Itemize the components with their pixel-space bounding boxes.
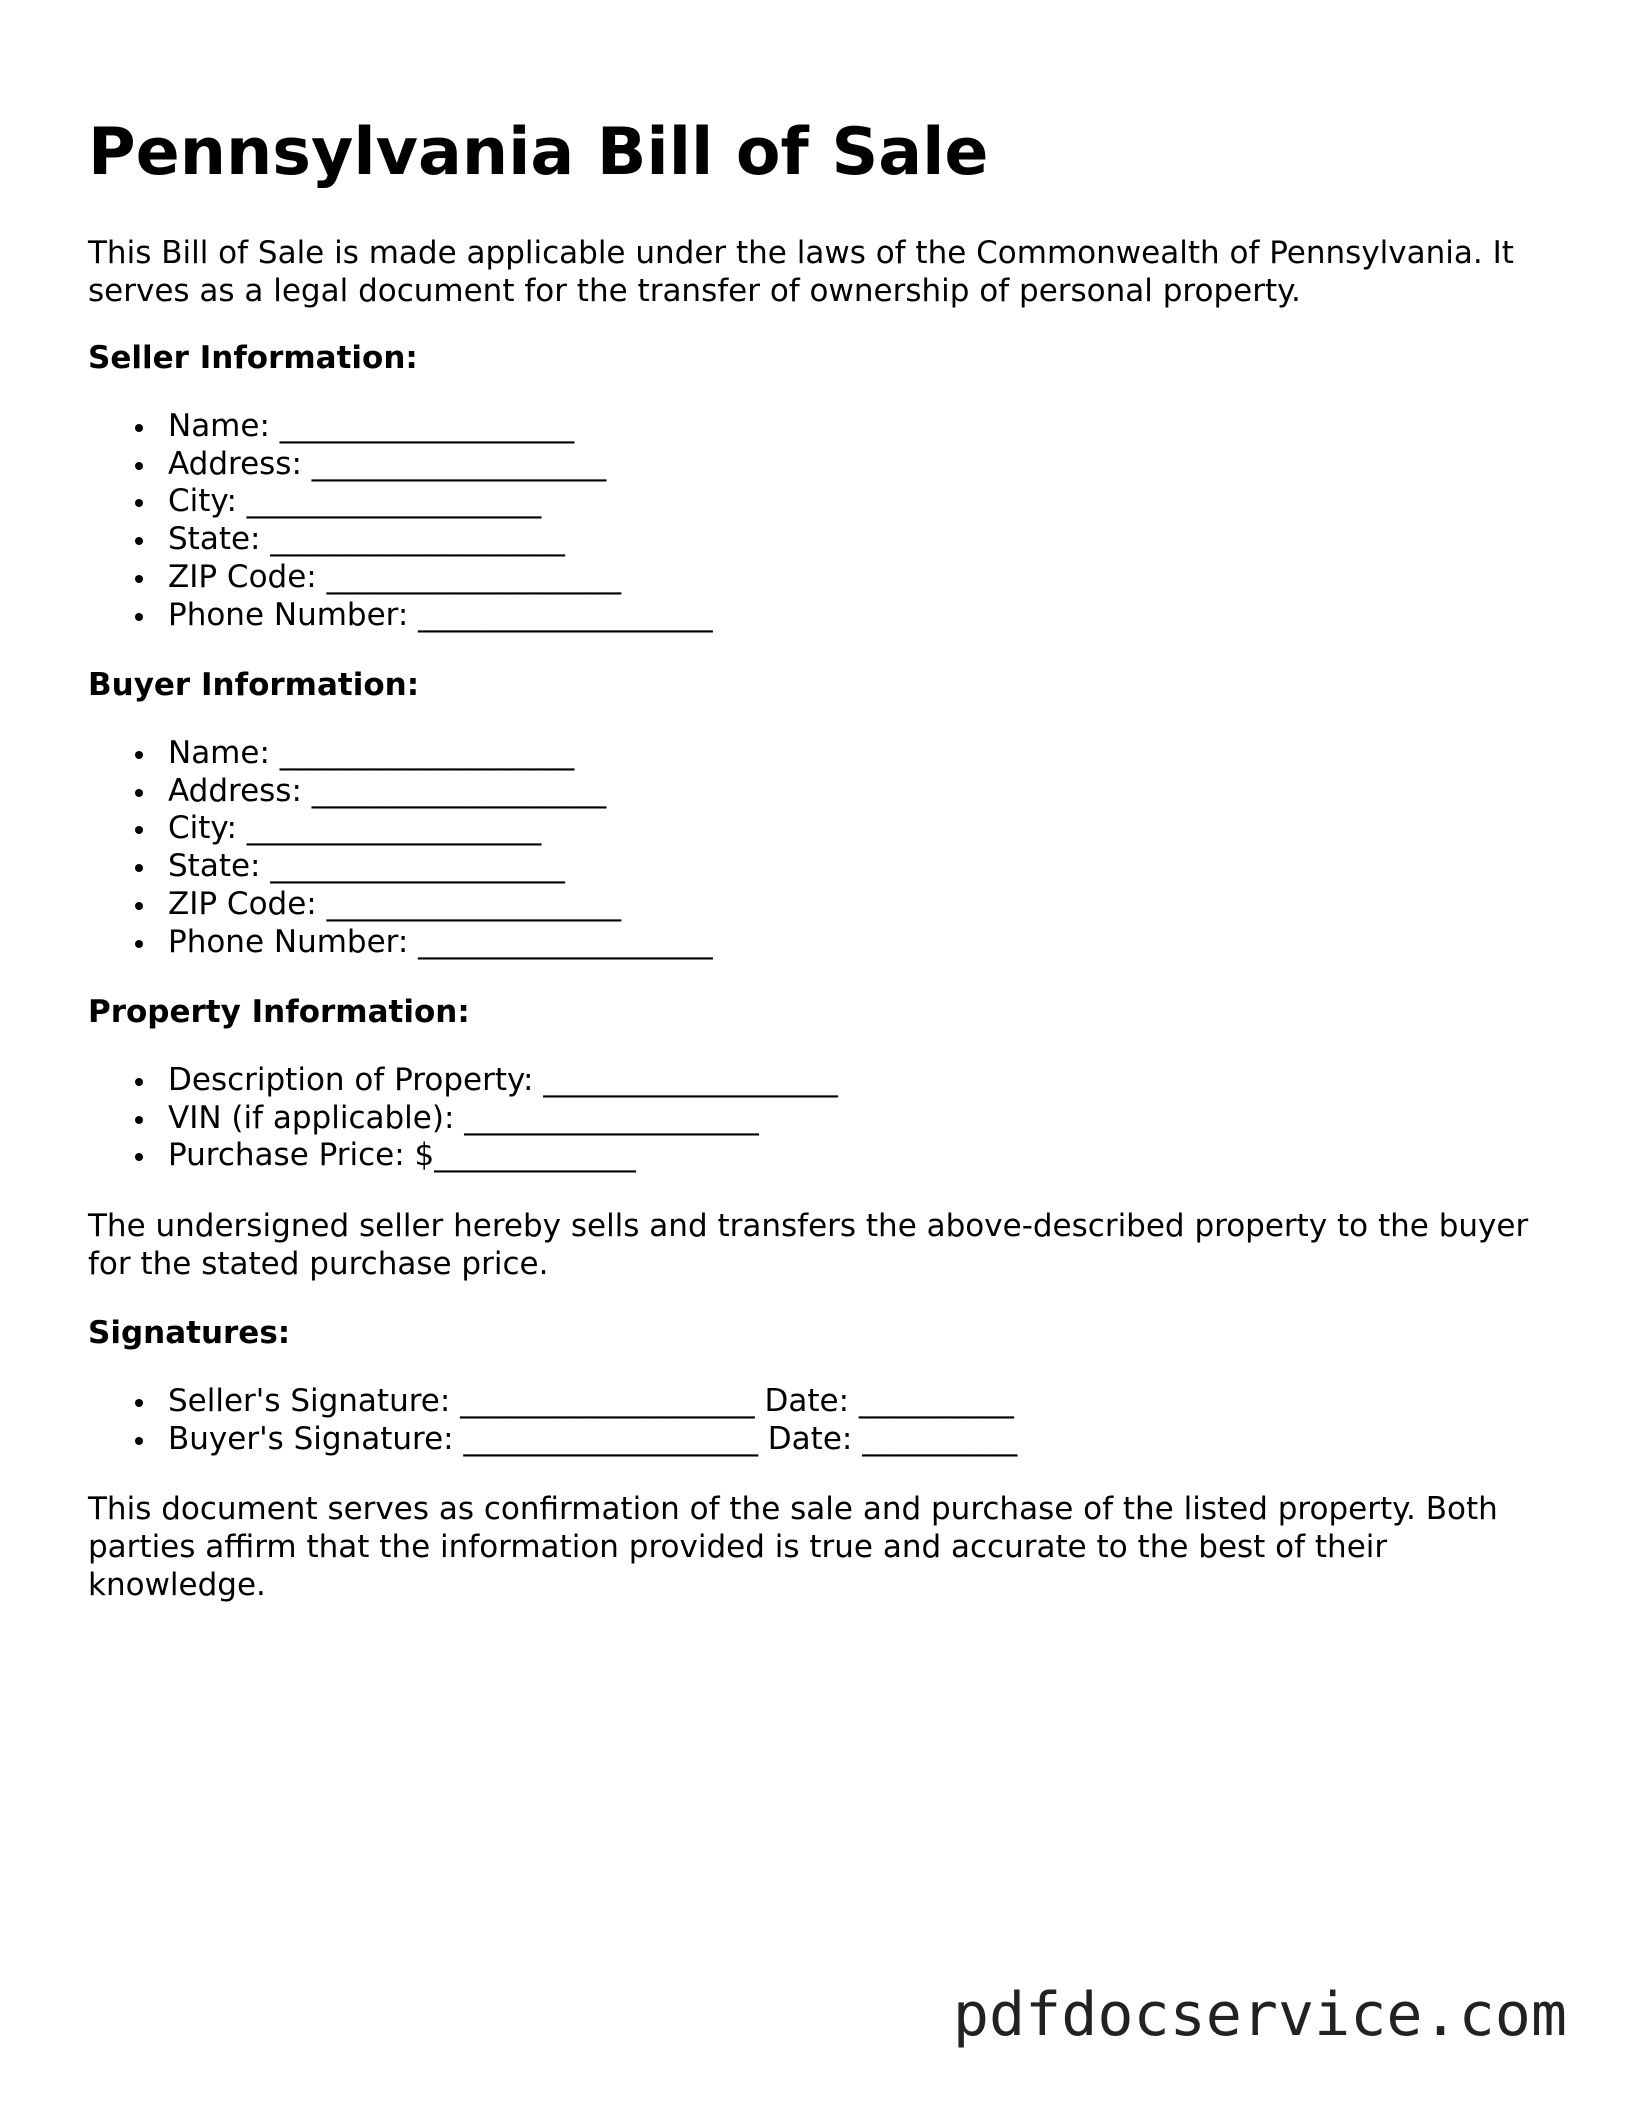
seller-name-field: Name: ___________________ (88, 408, 713, 446)
buyer-fields-list (88, 735, 713, 961)
buyer-phone-field: Phone Number: ___________________ (88, 924, 713, 962)
seller-phone-field: Phone Number: ___________________ (88, 597, 713, 635)
seller-state-field: State: ___________________ (88, 521, 713, 559)
buyer-state-field: State: ___________________ (88, 848, 713, 886)
buyer-zip-field: ZIP Code: ___________________ (88, 886, 713, 924)
seller-address-field: Address: ___________________ (88, 446, 713, 484)
buyer-heading: Buyer Information: (88, 667, 420, 703)
property-vin-field: VIN (if applicable): ___________________ (88, 1100, 838, 1138)
closing-paragraph: This document serves as confirmation of the sale and purchase of the listed property. Both parties affirm that the information provided is true and accurate to the best of their knowledge. (88, 1491, 1498, 1603)
buyer-name-field: Name: ___________________ (88, 735, 713, 773)
seller-zip-field: ZIP Code: ___________________ (88, 559, 713, 597)
property-heading: Property Information: (88, 994, 470, 1030)
buyer-signature-field: Buyer's Signature: ___________________ Date: __________ (88, 1421, 1017, 1459)
seller-city-field: City: ___________________ (88, 483, 713, 521)
property-fields-list (88, 1062, 838, 1175)
signatures-heading: Signatures: (88, 1315, 291, 1351)
document-title: Pennsylvania Bill of Sale (88, 115, 989, 190)
watermark-logo: pdfdocservice.com (952, 1980, 1567, 2050)
buyer-city-field: City: ___________________ (88, 810, 713, 848)
transfer-statement: The undersigned seller hereby sells and transfers the above-described property to the buyer for the stated purchase price. (88, 1208, 1529, 1282)
seller-fields-list (88, 408, 713, 634)
seller-heading: Seller Information: (88, 340, 418, 376)
seller-signature-field: Seller's Signature: ___________________ Date: __________ (88, 1383, 1017, 1421)
property-description-field: Description of Property: ___________________ (88, 1062, 838, 1100)
intro-paragraph: This Bill of Sale is made applicable under the laws of the Commonwealth of Pennsylvania. It serves as a legal document for the transfer of ownership of personal property. (88, 235, 1514, 309)
buyer-address-field: Address: ___________________ (88, 773, 713, 811)
signatures-list (88, 1383, 1017, 1458)
property-price-field: Purchase Price: $_____________ (88, 1137, 838, 1175)
